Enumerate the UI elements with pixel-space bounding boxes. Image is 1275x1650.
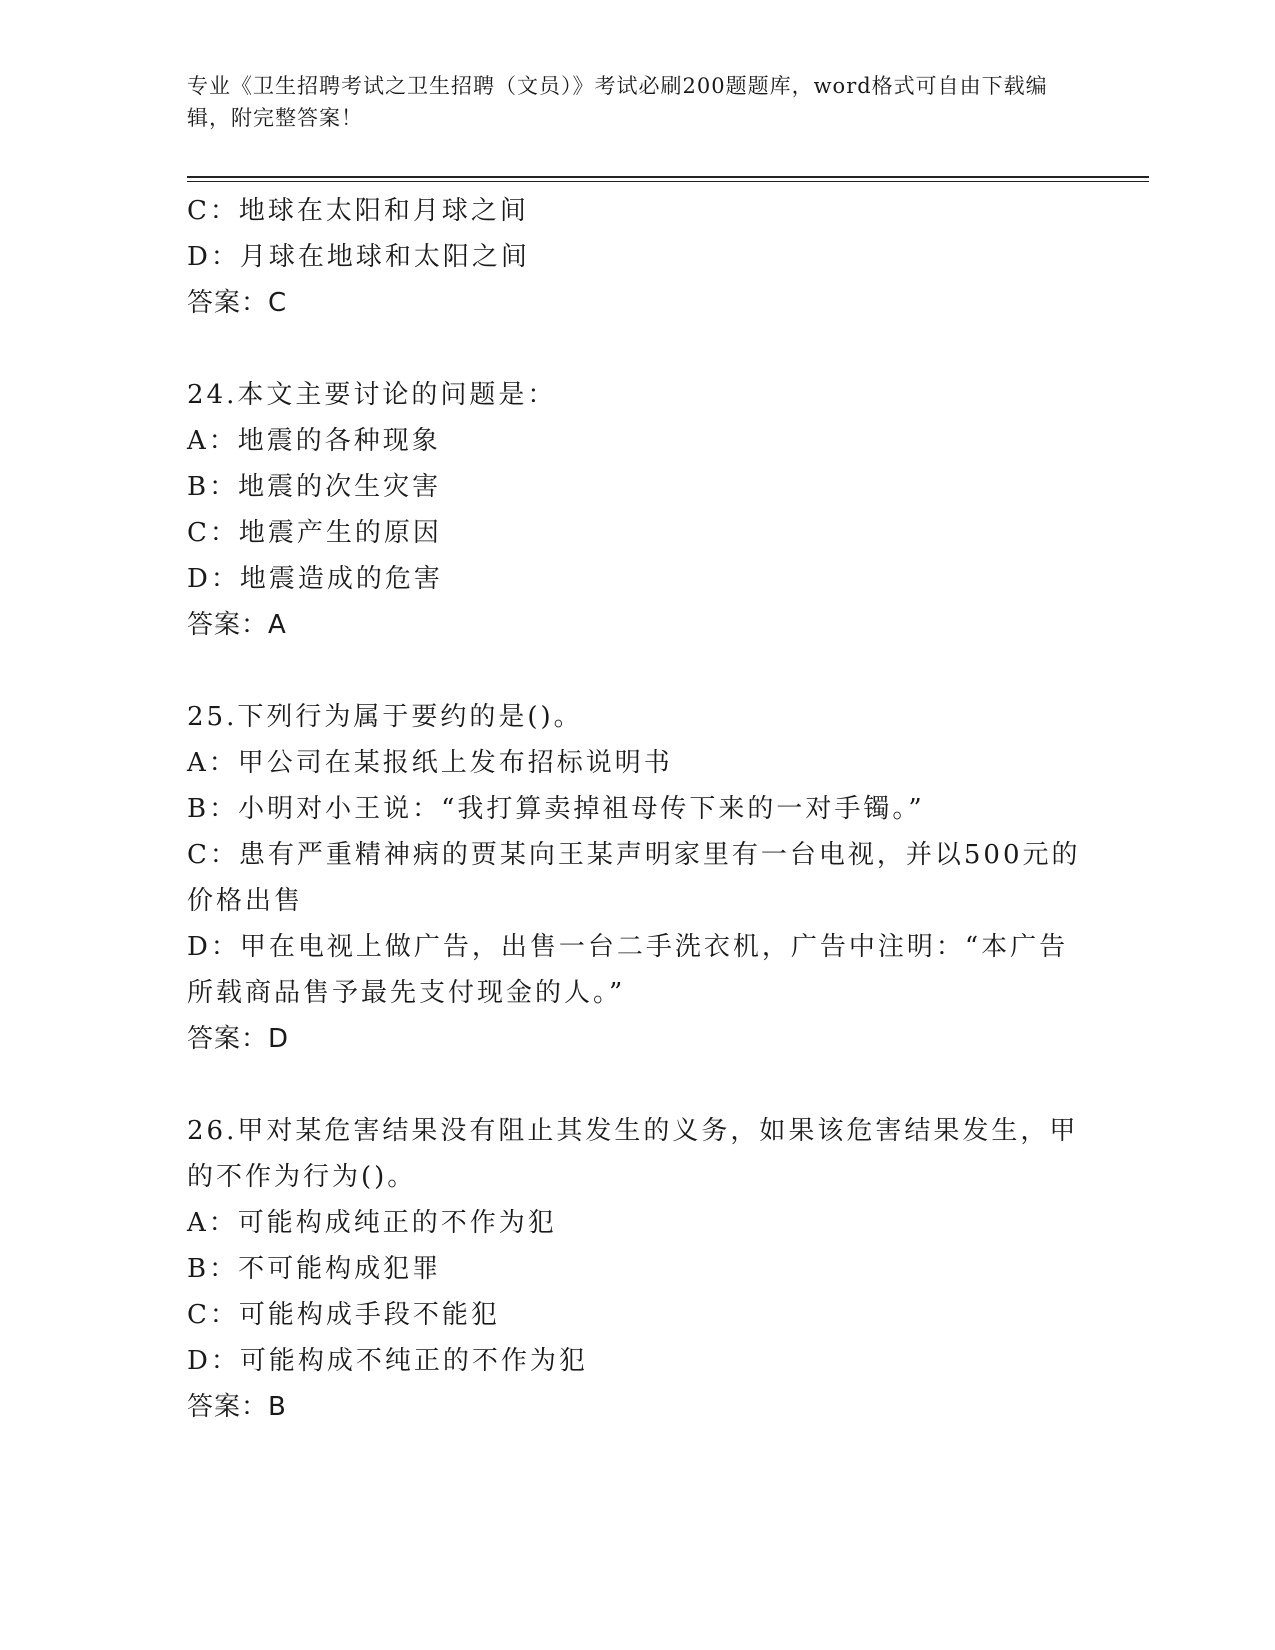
header-rule-thin	[187, 181, 1149, 182]
question-stem: 24.本文主要讨论的问题是：	[187, 380, 557, 410]
answer-line: 答案：A	[187, 610, 287, 640]
question-stem: 26.甲对某危害结果没有阻止其发生的义务，如果该危害结果发生，甲的不作为行为()。	[187, 1116, 1079, 1192]
spacer	[187, 326, 1087, 372]
spacer	[187, 648, 1087, 694]
option-b: B：地震的次生灾害	[187, 472, 442, 502]
answer-line: 答案：C	[187, 288, 288, 318]
option-d: D：地震造成的危害	[187, 564, 443, 594]
option-c: C：地球在太阳和月球之间	[187, 196, 529, 226]
option-d: D：月球在地球和太阳之间	[187, 242, 530, 272]
option-a: A：地震的各种现象	[187, 426, 441, 456]
answer-line: 答案：D	[187, 1024, 290, 1054]
question-content	[187, 188, 1087, 1430]
option-d: D：甲在电视上做广告，出售一台二手洗衣机，广告中注明：“本广告所载商品售予最先支付现金的人。”	[187, 932, 1069, 1008]
option-d: D：可能构成不纯正的不作为犯	[187, 1346, 588, 1376]
option-b: B：小明对小王说：“我打算卖掉祖母传下来的一对手镯。”	[187, 794, 925, 824]
option-c: C：可能构成手段不能犯	[187, 1300, 500, 1330]
option-a: A：可能构成纯正的不作为犯	[187, 1208, 557, 1238]
document-header: 专业《卫生招聘考试之卫生招聘（文员）》考试必刷200题题库，word格式可自由下载编辑，附完整答案！	[187, 74, 1048, 130]
question-stem: 25.下列行为属于要约的是()。	[187, 702, 583, 732]
option-a: A：甲公司在某报纸上发布招标说明书	[187, 748, 673, 778]
answer-line: 答案：B	[187, 1392, 287, 1422]
option-b: B：不可能构成犯罪	[187, 1254, 442, 1284]
spacer	[187, 1062, 1087, 1108]
option-c: C：患有严重精神病的贾某向王某声明家里有一台电视，并以500元的价格出售	[187, 840, 1081, 916]
header-rule-thick	[187, 176, 1149, 178]
option-c: C：地震产生的原因	[187, 518, 442, 548]
